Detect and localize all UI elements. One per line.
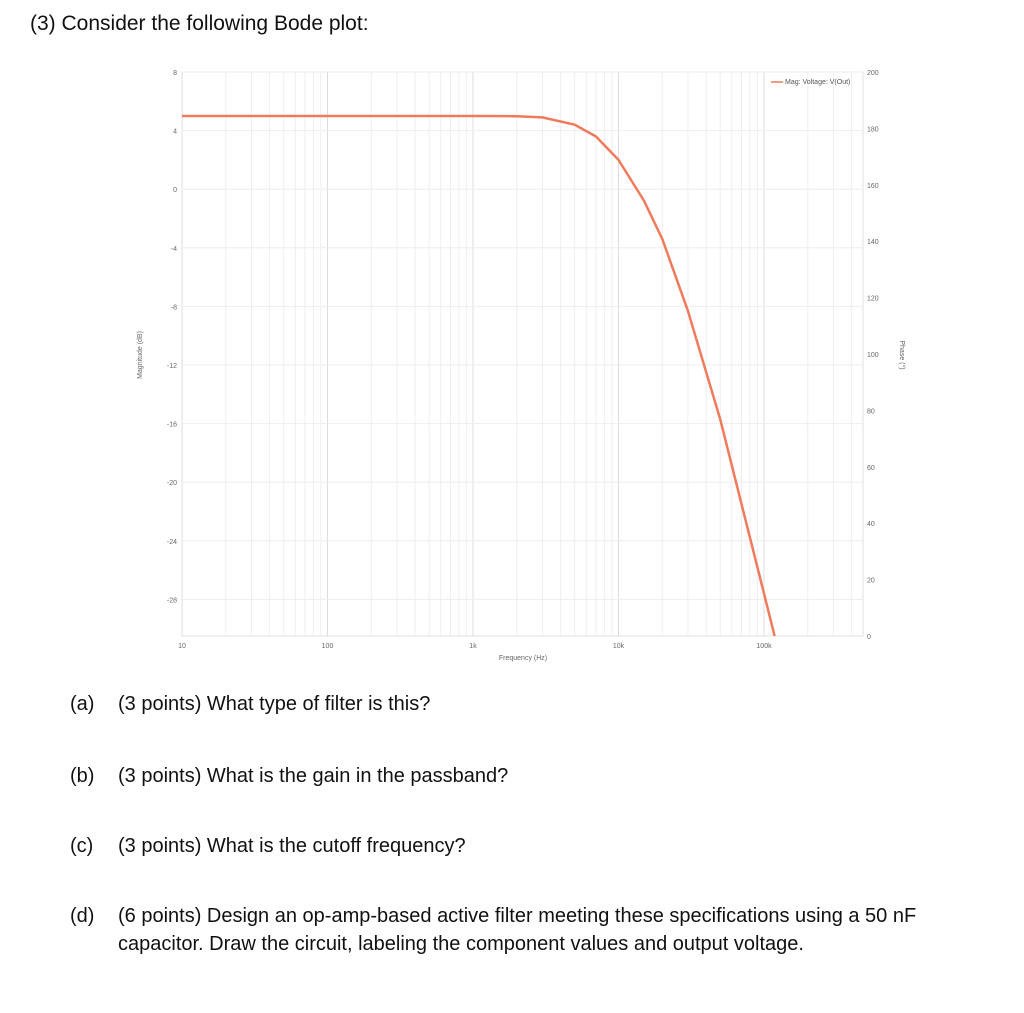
y2-tick-label: 140: [867, 239, 879, 247]
question-b-label: (b): [70, 765, 95, 787]
question-c: [70, 832, 466, 860]
y2-tick-label: 40: [867, 521, 875, 529]
question-c-label: (c): [70, 835, 94, 857]
question-d-text: (6 points) Design an op-amp-based active filter meeting these specifications using a 50 nF: [118, 905, 917, 927]
x-tick-label: 100k: [756, 643, 772, 650]
y-tick-label: -16: [166, 421, 177, 429]
y-tick-label: -24: [166, 538, 177, 546]
question-d-text-continued: capacitor. Draw the circuit, labeling the component values and output voltage.: [118, 933, 804, 955]
question-c-text: (3 points) What is the cutoff frequency?: [118, 835, 466, 857]
question-b-text: (3 points) What is the gain in the passband?: [118, 765, 509, 787]
problem-heading: (3) Consider the following Bode plot:: [30, 12, 369, 35]
series: [182, 116, 910, 680]
axis-ticks: [167, 70, 879, 650]
y2-tick-label: 200: [867, 70, 879, 77]
y-tick-label: 4: [173, 128, 177, 136]
y2-tick-label: 0: [867, 634, 871, 641]
y2-tick-label: 160: [867, 182, 879, 190]
legend-label: Mag: Voltage: V(Out): [785, 79, 851, 86]
x-tick-label: 10: [178, 643, 186, 650]
y-tick-label: 8: [173, 70, 177, 77]
series-line-magnitude: [182, 116, 910, 680]
legend: [771, 79, 850, 86]
y2-tick-label: 180: [867, 126, 879, 134]
x-tick-label: 1k: [469, 643, 477, 650]
x-tick-label: 100: [321, 643, 334, 650]
y-tick-label: -28: [166, 597, 177, 605]
y2-tick-label: 20: [867, 577, 875, 585]
y2-tick-label: 120: [867, 295, 879, 303]
question-a-label: (a): [70, 693, 95, 715]
y2-tick-label: 100: [867, 352, 879, 359]
x-axis-label: Frequency (Hz): [498, 655, 548, 662]
y2-tick-label: 60: [867, 464, 875, 472]
y-tick-label: -8: [170, 304, 177, 312]
question-a: [70, 690, 430, 718]
y-tick-label: -12: [166, 363, 177, 370]
y-tick-label: -20: [166, 480, 177, 488]
y2-axis-label: Phase (°): [898, 340, 905, 370]
question-d-label: (d): [70, 905, 95, 927]
question-d: [70, 902, 970, 958]
question-b: [70, 762, 508, 790]
y-axis-label: Magnitude (dB): [137, 331, 144, 379]
y-tick-label: -4: [170, 245, 177, 253]
grid: [182, 72, 863, 636]
question-a-text: (3 points) What type of filter is this?: [118, 693, 431, 715]
x-tick-label: 10k: [612, 643, 625, 650]
y2-tick-label: 80: [867, 408, 875, 416]
y-tick-label: 0: [173, 187, 177, 195]
